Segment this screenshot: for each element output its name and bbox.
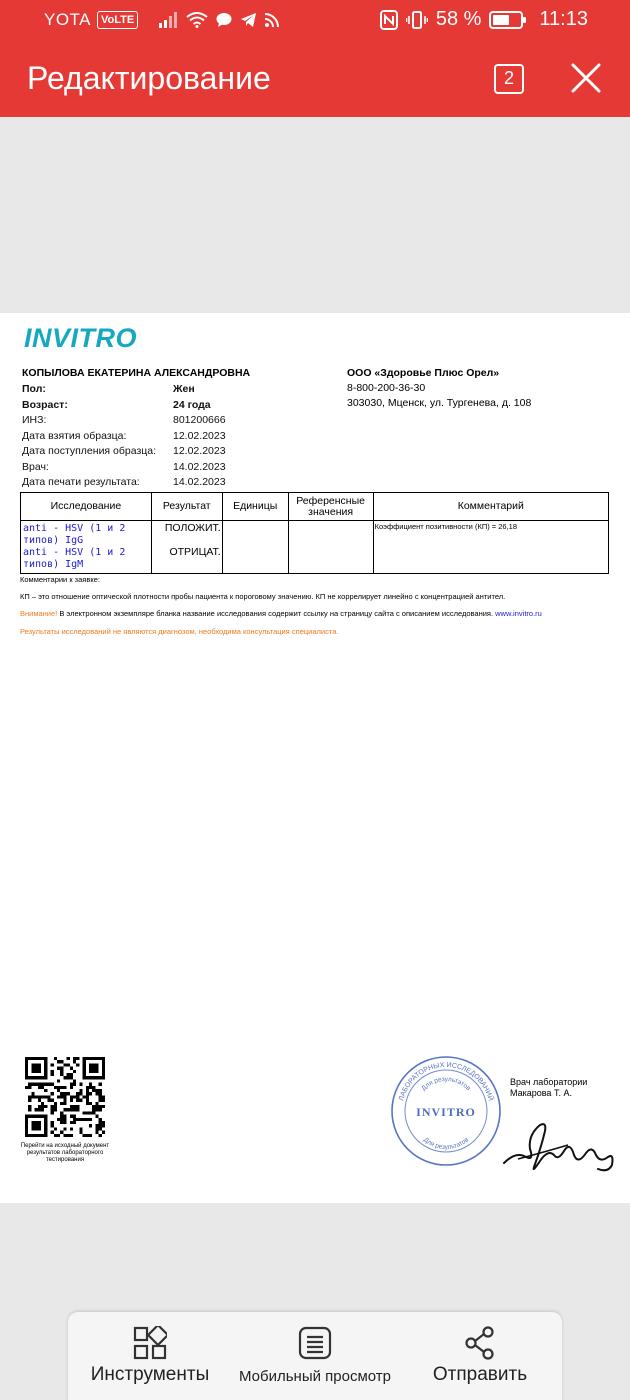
document-page[interactable] xyxy=(0,313,630,1203)
comment-cell: Коэффициент позитивности (КП) = 26,18 xyxy=(373,521,608,574)
field-label: Возраст: xyxy=(22,398,68,411)
patient-name: КОПЫЛОВА ЕКАТЕРИНА АЛЕКСАНДРОВНА xyxy=(22,367,251,379)
field-label: Дата взятия образца: xyxy=(22,429,127,442)
volte-badge: VoLTE xyxy=(97,11,138,29)
mobile-view-label: Мобильный просмотр xyxy=(239,1368,391,1385)
units-cell xyxy=(222,521,288,574)
field-label: Пол: xyxy=(22,383,46,395)
warning-note xyxy=(20,609,542,618)
nfc-icon xyxy=(380,10,398,30)
test-link[interactable]: anti - HSV (1 и 2 типов) IgM xyxy=(23,547,126,570)
invitro-logo: INVITRO xyxy=(24,323,138,353)
table-header-row xyxy=(21,493,609,521)
qr-code[interactable] xyxy=(25,1057,105,1137)
field-value: Жен xyxy=(173,383,195,395)
warning-text: В электронном экземпляре бланка название исследования содержит ссылку на страницу сайта с описанием исследования. xyxy=(57,609,494,618)
field-label: Дата поступления образца: xyxy=(22,445,157,457)
stamp-inner-text: Для результатов xyxy=(420,1075,472,1093)
column-header: Комментарий xyxy=(373,493,608,521)
svg-text:Для результатов xyxy=(420,1076,472,1093)
field-value: 14.02.2023 xyxy=(173,476,226,488)
column-header: Исследование xyxy=(21,493,152,521)
bottom-toolbar xyxy=(68,1312,562,1400)
result-value: ОТРИЦАТ. xyxy=(169,546,221,558)
send-label: Отправить xyxy=(432,1364,528,1385)
chat-icon xyxy=(216,12,232,28)
column-header: Референсные значения xyxy=(288,493,373,521)
kp-note: КП – это отношение оптической плотности пробы пациента к пороговому значению. КП не коррелирует линейно с концентрацией антител. xyxy=(20,592,506,601)
carrier-name: YOTA xyxy=(44,10,92,29)
vibrate-icon xyxy=(406,10,428,30)
test-names-cell xyxy=(21,521,152,574)
column-header: Результат xyxy=(151,493,222,521)
clock: 11:13 xyxy=(539,8,588,30)
doctor-title: Врач лаборатории xyxy=(510,1077,588,1087)
doctor-name: Макарова Т. А. xyxy=(510,1088,572,1098)
signal-icon xyxy=(158,12,178,28)
grid-tools-icon xyxy=(133,1326,167,1360)
field-value: 14.02.2023 xyxy=(173,460,226,473)
field-value: 24 года xyxy=(173,398,211,411)
battery-percent: 58 % xyxy=(435,8,482,30)
wifi-icon xyxy=(186,12,208,28)
stamp-logo-text: INVITRO xyxy=(416,1105,476,1119)
field-values xyxy=(173,382,226,491)
stamp-bottom-text: Для результатов xyxy=(421,1136,471,1151)
status-left xyxy=(44,10,279,30)
tools-button[interactable] xyxy=(70,1312,230,1386)
result-value: ПОЛОЖИТ. xyxy=(164,522,221,534)
comments-title: Комментарии к заявке: xyxy=(20,575,100,584)
status-icons xyxy=(158,12,279,28)
send-button[interactable] xyxy=(400,1312,560,1386)
lab-name: ООО «Здоровье Плюс Орел» xyxy=(347,367,500,379)
disclaimer: Результаты исследований не являются диагнозом, необходима консультация специалиста. xyxy=(20,627,339,636)
pages-button[interactable]: 2 xyxy=(494,64,524,94)
telegram-icon xyxy=(240,12,257,28)
qr-caption: Перейти на исходный документ результатов лабораторного тестирования xyxy=(20,1143,110,1163)
results-table xyxy=(20,492,609,574)
doctor-block xyxy=(510,1077,587,1099)
field-labels xyxy=(22,382,156,491)
field-label: ИНЗ: xyxy=(22,414,47,426)
lab-address: 303030, Мценск, ул. Тургенева, д. 108 xyxy=(347,397,532,409)
lab-phone: 8-800-200-36-30 xyxy=(347,382,426,394)
field-value: 12.02.2023 xyxy=(173,445,226,457)
tools-label: Инструменты xyxy=(90,1364,210,1385)
document-view-icon xyxy=(298,1326,332,1360)
stamp-ring-text: ЛАБОРАТОРНЫХ ИССЛЕДОВАНИЙ xyxy=(398,1061,494,1102)
battery-icon xyxy=(489,11,523,29)
doctor-signature xyxy=(498,1111,618,1181)
lab-stamp xyxy=(390,1055,502,1167)
rss-icon xyxy=(265,13,279,27)
test-link[interactable]: anti - HSV (1 и 2 типов) IgG xyxy=(23,523,126,546)
status-bar xyxy=(0,0,630,40)
mobile-view-button[interactable] xyxy=(235,1312,395,1385)
close-icon[interactable] xyxy=(568,60,604,96)
column-header: Единицы xyxy=(222,493,288,521)
field-value: 801200666 xyxy=(173,414,226,426)
results-cell xyxy=(151,521,222,574)
share-icon xyxy=(463,1326,497,1360)
reference-cell xyxy=(288,521,373,574)
field-label: Врач: xyxy=(22,460,49,473)
field-label: Дата печати результата: xyxy=(22,476,140,488)
table-row xyxy=(21,521,609,574)
app-bar xyxy=(0,40,630,117)
status-right xyxy=(380,8,588,31)
page-title: Редактирование xyxy=(27,60,271,96)
warning-label: Внимание! xyxy=(20,609,58,618)
invitro-link[interactable]: www.invitro.ru xyxy=(495,609,542,618)
field-value: 12.02.2023 xyxy=(173,429,226,442)
